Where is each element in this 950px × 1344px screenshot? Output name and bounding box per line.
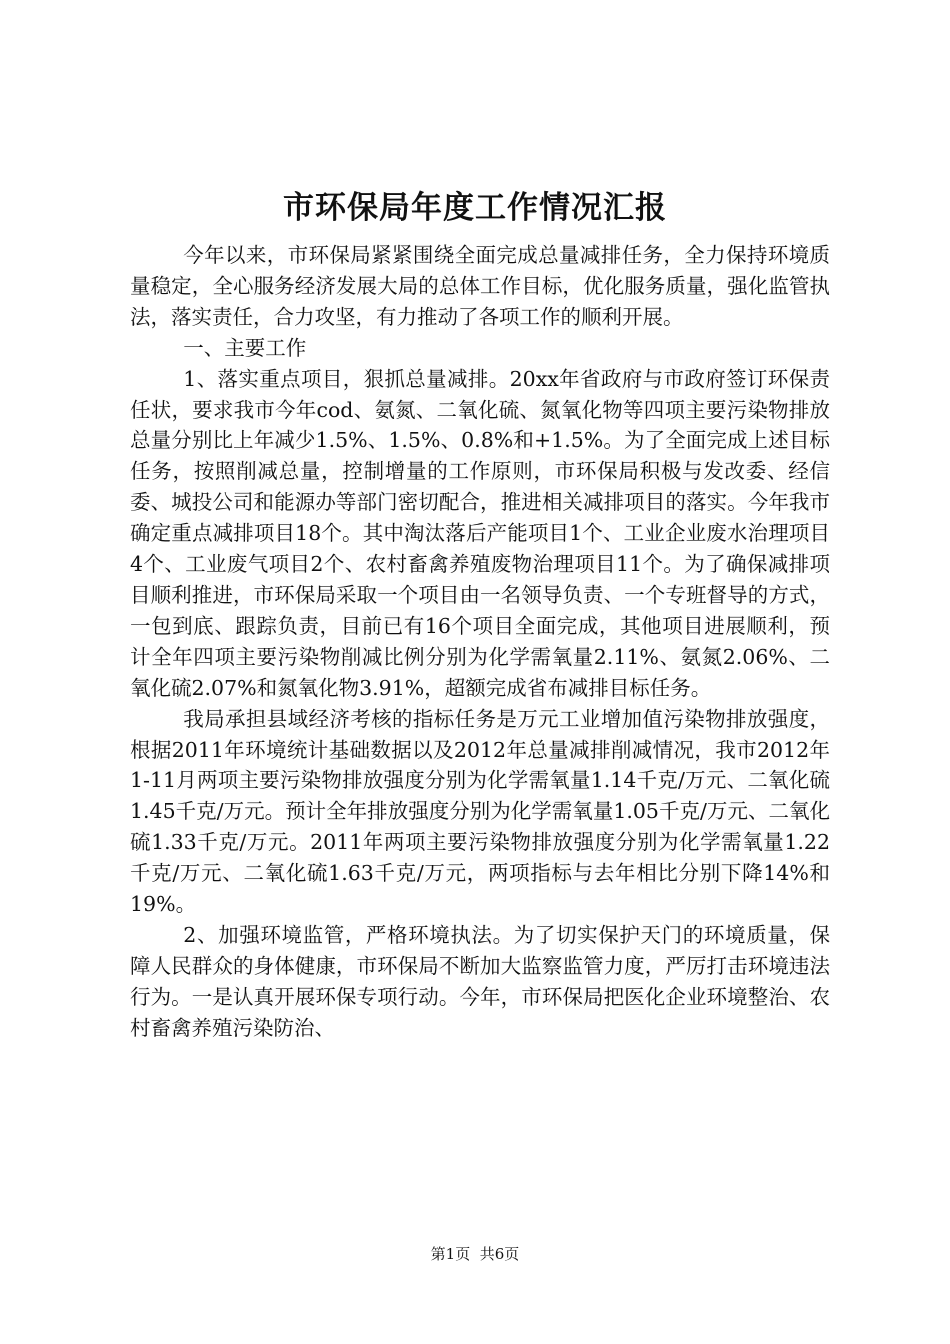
document-body bbox=[130, 240, 830, 1044]
page-total: 共6页 bbox=[479, 1245, 520, 1263]
paragraph-intro: 今年以来，市环保局紧紧围绕全面完成总量减排任务，全力保持环境质量稳定，全心服务经济发展大局的总体工作目标，优化服务质量，强化监管执法，落实责任，合力攻坚，有力推动了各项工作的顺利开展。 bbox=[130, 243, 830, 329]
page-footer bbox=[0, 1244, 950, 1264]
page-number: 第1页 bbox=[430, 1245, 471, 1263]
document-title: 市环保局年度工作情况汇报 bbox=[283, 190, 667, 226]
paragraph-environment-supervision: 2、加强环境监管，严格环境执法。为了切实保护天门的环境质量，保障人民群众的身体健康，市环保局不断加大监察监管力度，严厉打击环境违法行为。一是认真开展环保专项行动。今年，市环保局把医化企业环境整治、农村畜禽养殖污染防治、 bbox=[130, 922, 830, 1040]
paragraph-emission-reduction: 1、落实重点项目，狠抓总量减排。20xx年省政府与市政府签订环保责任状，要求我市今年cod、氨氮、二氧化硫、氮氧化物等四项主要污染物排放总量分别比上年减少1.5%、1.5%、0.8%和+1.5%。为了全面完成上述目标任务，按照削减总量，控制增量的工作原则，市环保局积极与发改委、经信委、城投公司和能源办等部门密切配合，推进相关减排项目的落实。今年我市确定重点减排项目18个。其中淘汰落后产能项目1个、工业企业废水治理项目4个、工业废气项目2个、农村畜禽养殖废物治理项目11个。为了确保减排项目顺利推进，市环保局采取一个项目由一名领导负责、一个专班督导的方式，一包到底、跟踪负责，目前已有16个项目全面完成，其他项目进展顺利，预计全年四项主要污染物削减比例分别为化学需氧量2.11%、氨氮2.06%、二氧化硫2.07%和氮氧化物3.91%，超额完成省布减排目标任务。 bbox=[130, 366, 830, 700]
paragraph-emission-intensity: 我局承担县域经济考核的指标任务是万元工业增加值污染物排放强度，根据2011年环境统计基础数据以及2012年总量减排削减情况，我市2012年1-11月两项主要污染物排放强度分别为化学需氧量1.14千克/万元、二氧化硫1.45千克/万元。预计全年排放强度分别为化学需氧量1.05千克/万元、二氧化硫1.33千克/万元。2011年两项主要污染物排放强度分别为化学需氧量1.22千克/万元、二氧化硫1.63千克/万元，两项指标与去年相比分别下降14%和19%。 bbox=[130, 706, 830, 917]
section-heading: 一、主要工作 bbox=[183, 335, 307, 360]
